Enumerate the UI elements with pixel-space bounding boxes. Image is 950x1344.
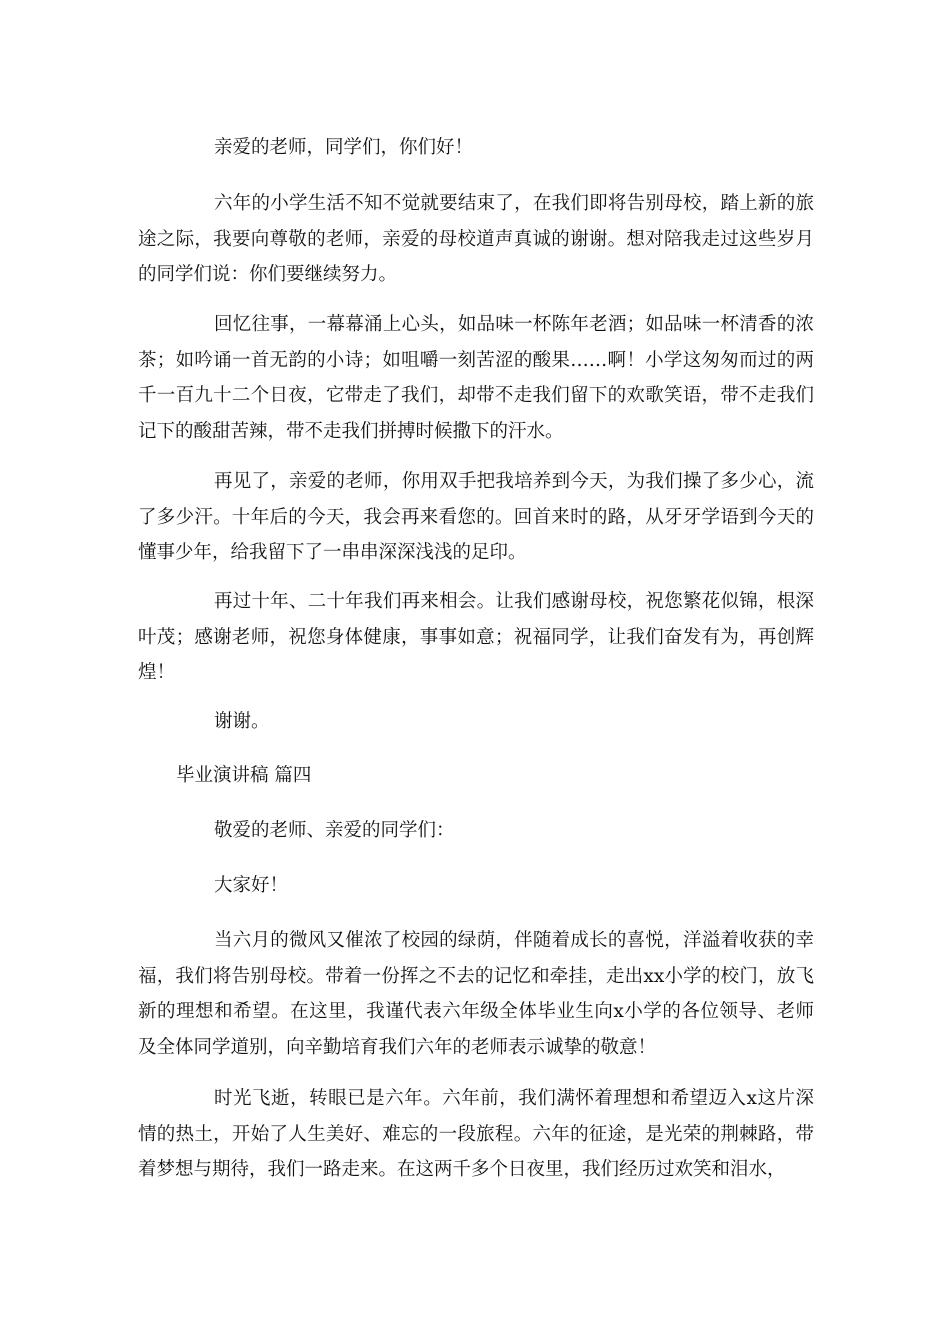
body-paragraph-2: 回忆往事，一幕幕涌上心头，如品味一杯陈年老酒；如品味一杯清香的浓茶；如吟诵一首无韵的小诗；如咀嚼一刻苦涩的酸果……啊！小学这匆匆而过的两千一百九十二个日夜，它带走了我们，却带不走我们留下的欢歌笑语，带不走我们记下的酸甜苦辣，带不走我们拼搏时候撒下的汗水。 <box>138 314 814 442</box>
section-body-paragraph-2: 时光飞逝，转眼已是六年。六年前，我们满怀着理想和希望迈入x这片深情的热土，开始了人生美好、难忘的一段旅程。六年的征途，是光荣的荆棘路，带着梦想与期待，我们一路走来。在这两千多个日夜里，我们经历过欢笑和泪水， <box>138 1088 814 1180</box>
section-title: 毕业演讲稿 篇四 <box>176 765 312 786</box>
section-body-paragraph-1: 当六月的微风又催浓了校园的绿荫，伴随着成长的喜悦，洋溢着收获的幸福，我们将告别母校。带着一份挥之不去的记忆和牵挂，走出xx小学的校门，放飞新的理想和希望。在这里，我谨代表六年级全体毕业生向x小学的各位领导、老师及全体同学道别，向辛勤培育我们六年的老师表示诚挚的敬意！ <box>138 930 814 1058</box>
thanks-paragraph: 谢谢。 <box>214 711 270 732</box>
body-paragraph-1: 六年的小学生活不知不觉就要结束了，在我们即将告别母校，踏上新的旅途之际，我要向尊敬的老师，亲爱的母校道声真诚的谢谢。想对陪我走过这些岁月的同学们说：你们要继续努力。 <box>138 193 814 285</box>
greeting-paragraph: 亲爱的老师，同学们，你们好！ <box>214 137 474 158</box>
hello-paragraph: 大家好！ <box>214 875 289 896</box>
body-paragraph-3: 再见了，亲爱的老师，你用双手把我培养到今天，为我们操了多少心，流了多少汗。十年后的今天，我会再来看您的。回首来时的路，从牙牙学语到今天的懂事少年，给我留下了一串串深深浅浅的足印。 <box>138 471 814 563</box>
body-paragraph-4: 再过十年、二十年我们再来相会。让我们感谢母校，祝您繁花似锦，根深叶茂；感谢老师，祝您身体健康，事事如意；祝福同学，让我们奋发有为，再创辉煌！ <box>138 591 814 683</box>
salutation-paragraph: 敬爱的老师、亲爱的同学们： <box>214 820 455 841</box>
